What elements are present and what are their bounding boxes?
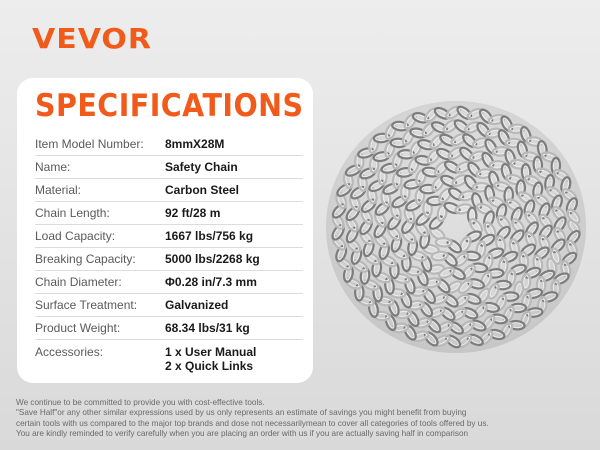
spec-label: Surface Treatment: [35,298,138,312]
spec-label: Load Capacity: [35,229,116,243]
spec-label: Breaking Capacity: [35,252,136,266]
spec-value: 68.34 lbs/31 kg [165,321,250,335]
spec-label: Accessories: [35,345,104,359]
spec-value: Φ0.28 in/7.3 mm [165,275,257,289]
disclaimer-line: certain tools with us compared to the major top brands and dose not necessarilymean to cover all categories of tools offered by us. [16,418,489,428]
accessory-item: 1 x User Manual [165,345,257,359]
spec-value: 8mmX28M [165,137,225,151]
spec-label: Chain Diameter: [35,275,122,289]
spec-row [35,248,303,271]
spec-row [35,225,303,248]
spec-label: Name: [35,160,71,174]
spec-label: Chain Length: [35,206,110,220]
spec-row [35,202,303,225]
spec-value: Carbon Steel [165,183,240,197]
spec-row [35,133,303,156]
specifications-card [17,78,313,383]
spec-value: 1667 lbs/756 kg [165,229,254,243]
brand-logo: VEVOR [32,23,153,56]
spec-row [35,294,303,317]
spec-row-accessories [35,340,303,379]
spec-row [35,317,303,340]
disclaimer-text [16,398,586,440]
spec-label: Product Weight: [35,321,121,335]
chain-coil-illustration [322,96,590,358]
spec-label: Item Model Number: [35,137,144,151]
specifications-title: SPECIFICATIONS [35,88,304,124]
accessory-item: 2 x Quick Links [165,359,254,373]
spec-row [35,156,303,179]
spec-value [165,345,256,373]
chain-coil-image [322,96,590,358]
spec-value: 5000 lbs/2268 kg [165,252,260,266]
spec-label: Material: [35,183,82,197]
disclaimer-line: "Save Half"or any other similar expressions used by us only represents an estimate of savings you might benefit from buying [16,408,467,418]
spec-table [35,133,303,379]
spec-row [35,271,303,294]
spec-value: Safety Chain [165,160,238,174]
spec-value: Galvanized [165,298,229,312]
spec-value: 92 ft/28 m [165,206,221,220]
disclaimer-line: You are kindly reminded to verify carefully when you are placing an order with us if you are actually saving half in comparison [16,429,469,439]
spec-row [35,179,303,202]
disclaimer-line: We continue to be committed to provide you with cost-effective tools. [16,398,265,407]
